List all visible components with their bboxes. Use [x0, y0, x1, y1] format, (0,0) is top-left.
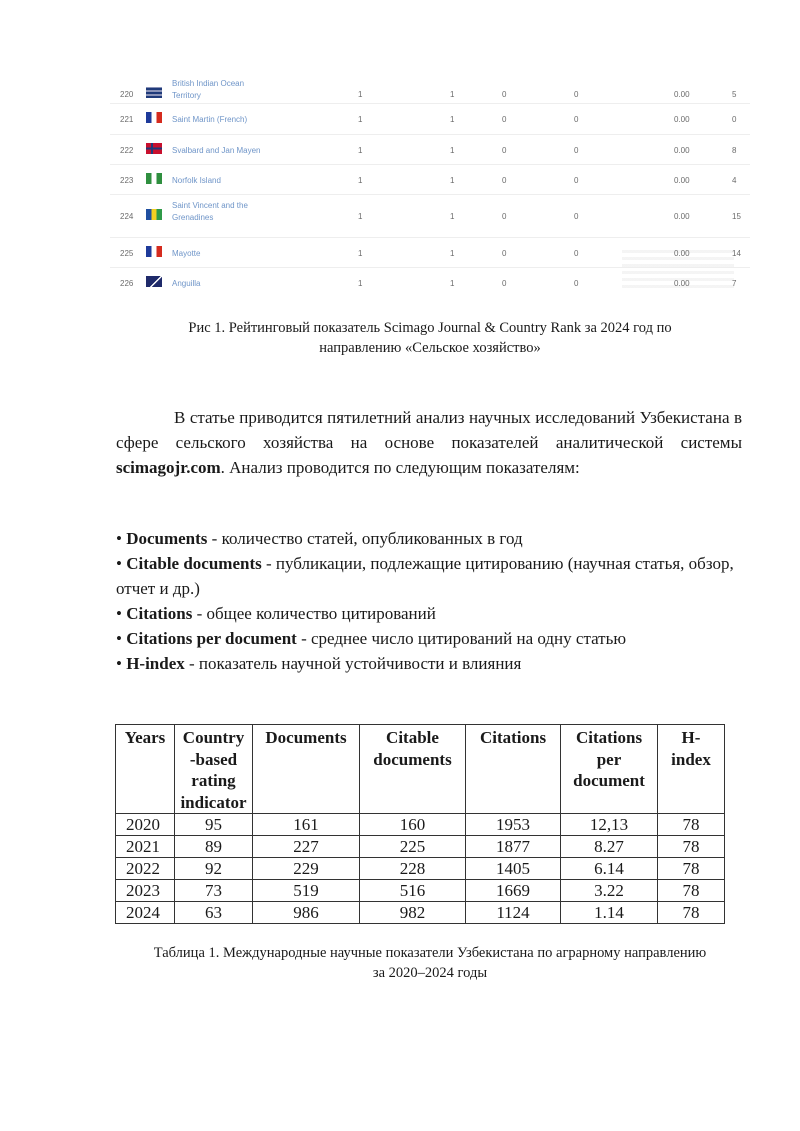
list-item: • H-index - показатель научной устойчивости и влияния: [116, 654, 522, 673]
country-link[interactable]: Saint Martin (French): [172, 115, 248, 124]
header-hindex: H- index: [658, 725, 725, 814]
header-citable: Citable documents: [360, 725, 466, 814]
header-rating: Country -based rating indicator: [175, 725, 253, 814]
figure-caption: [100, 318, 760, 358]
figure-caption-line1: Рис 1. Рейтинговый показатель Scimago Journal & Country Rank за 2024 год по: [188, 320, 672, 336]
ranking-cell: 0.00: [674, 146, 690, 155]
bullet-term: Citations per document: [126, 629, 297, 648]
table-cell: 89: [175, 836, 253, 858]
table-cell: 2023: [116, 880, 175, 902]
list-item: • Citable documents - публикации, подлежащие цитированию (научная статья, обзор, отчет и др.): [116, 554, 734, 598]
row-divider: [110, 237, 750, 238]
bullet-desc: - количество статей, опубликованных в год: [207, 529, 523, 548]
rank-number: 220: [120, 90, 134, 99]
table-cell: 3.22: [561, 880, 658, 902]
intro-before: В статье приводится пятилетний анализ научных исследований Узбекистана в сфере сельского хозяйства на основе показателей аналитической системы: [116, 408, 742, 452]
ranking-cell: 1: [358, 146, 363, 155]
table-cell: 63: [175, 902, 253, 924]
ranking-row: [110, 78, 750, 98]
table-cell: 982: [360, 902, 466, 924]
ranking-cell: 4: [732, 176, 737, 185]
ranking-cell: 0.00: [674, 212, 690, 221]
table-cell: 78: [658, 880, 725, 902]
ranking-row: [110, 140, 750, 160]
table-cell: 12,13: [561, 814, 658, 836]
table-caption: [100, 943, 760, 983]
ranking-cell: 1: [358, 176, 363, 185]
ranking-cell: 0: [732, 115, 737, 124]
table-cell: 519: [253, 880, 360, 902]
header-citations: Citations: [466, 725, 561, 814]
table-cell: 1669: [466, 880, 561, 902]
ranking-cell: 0: [574, 212, 579, 221]
flag-icon: [146, 209, 162, 220]
flag-icon: [146, 173, 162, 184]
intro-paragraph: [116, 405, 742, 480]
flag-icon: [146, 143, 162, 154]
country-link[interactable]: British Indian Ocean Territory: [172, 79, 245, 100]
table-cell: 73: [175, 880, 253, 902]
ranking-cell: 0: [574, 249, 579, 258]
ranking-cell: 0.00: [674, 249, 690, 258]
table-cell: 1877: [466, 836, 561, 858]
ranking-cell: 1: [450, 146, 455, 155]
ranking-cell: 1: [450, 115, 455, 124]
bullet-term: H-index: [126, 654, 185, 673]
header-cpd: Citations per document: [561, 725, 658, 814]
header-years: Years: [116, 725, 175, 814]
table-cell: 229: [253, 858, 360, 880]
table-cell: 2024: [116, 902, 175, 924]
bullet-desc: - публикации, подлежащие цитированию (научная статья, обзор, отчет и др.): [116, 554, 734, 598]
ranking-cell: 1: [450, 212, 455, 221]
table-cell: 8.27: [561, 836, 658, 858]
flag-icon: [146, 87, 162, 98]
ranking-cell: 1: [358, 249, 363, 258]
ranking-cell: 0.00: [674, 90, 690, 99]
table-row: [116, 880, 725, 902]
bullet-desc: - общее количество цитирований: [192, 604, 436, 623]
ranking-cell: 1: [450, 176, 455, 185]
ranking-row: [110, 243, 750, 263]
rank-number: 225: [120, 249, 134, 258]
ranking-cell: 1: [450, 249, 455, 258]
ranking-row: [110, 109, 750, 129]
ranking-cell: 0: [502, 90, 507, 99]
table-row: [116, 858, 725, 880]
flag-icon: [146, 112, 162, 123]
rank-number: 222: [120, 146, 134, 155]
rank-number: 226: [120, 279, 134, 288]
table-cell: 1405: [466, 858, 561, 880]
row-divider: [110, 103, 750, 104]
table-cell: 160: [360, 814, 466, 836]
ranking-cell: 1: [358, 90, 363, 99]
ranking-cell: 0: [502, 115, 507, 124]
ranking-cell: 15: [732, 212, 741, 221]
table-cell: 1124: [466, 902, 561, 924]
country-link[interactable]: Anguilla: [172, 279, 201, 288]
bullet-term: Documents: [126, 529, 208, 548]
ranking-cell: 1: [358, 279, 363, 288]
indicator-list: [116, 526, 742, 676]
row-divider: [110, 194, 750, 195]
ranking-cell: 14: [732, 249, 741, 258]
bullet-term: Citations: [126, 604, 193, 623]
table-cell: 6.14: [561, 858, 658, 880]
table-cell: 78: [658, 814, 725, 836]
rank-number: 223: [120, 176, 134, 185]
table-cell: 2022: [116, 858, 175, 880]
ranking-cell: 0.00: [674, 279, 690, 288]
table-cell: 2020: [116, 814, 175, 836]
ranking-cell: 1: [450, 90, 455, 99]
flag-icon: [146, 246, 162, 257]
table-cell: 1.14: [561, 902, 658, 924]
table-cell: 227: [253, 836, 360, 858]
ranking-cell: 0: [502, 176, 507, 185]
flag-icon: [146, 276, 162, 287]
bullet-term: Citable documents: [126, 554, 262, 573]
table-row: [116, 814, 725, 836]
ranking-cell: 0: [502, 146, 507, 155]
indicators-table: [115, 724, 725, 924]
list-item: • Citations per document - среднее число цитирований на одну статью: [116, 629, 627, 648]
table-cell: 225: [360, 836, 466, 858]
ranking-cell: 5: [732, 90, 737, 99]
row-divider: [110, 164, 750, 165]
ranking-cell: 1: [358, 115, 363, 124]
ranking-cell: 1: [358, 212, 363, 221]
intro-after: . Анализ проводится по следующим показателям:: [220, 458, 580, 477]
table-cell: 161: [253, 814, 360, 836]
rank-number: 224: [120, 212, 134, 221]
ranking-cell: 7: [732, 279, 737, 288]
ranking-screenshot: [110, 78, 750, 300]
table-cell: 92: [175, 858, 253, 880]
list-item: • Citations - общее количество цитирований: [116, 604, 436, 623]
ranking-row: [110, 200, 750, 220]
table-cell: 95: [175, 814, 253, 836]
country-link[interactable]: Svalbard and Jan Mayen: [172, 146, 261, 155]
ranking-cell: 0: [574, 146, 579, 155]
ranking-cell: 0: [574, 176, 579, 185]
table-row: [116, 836, 725, 858]
bullet-desc: - показатель научной устойчивости и влияния: [184, 654, 522, 673]
country-link[interactable]: Norfolk Island: [172, 176, 221, 185]
table-header-row: [116, 725, 725, 814]
bullet-desc: - среднее число цитирований на одну статью: [296, 629, 627, 648]
table-caption-line1: Таблица 1. Международные научные показатели Узбекистана по аграрному направлению: [153, 945, 707, 961]
table-cell: 2021: [116, 836, 175, 858]
table-cell: 78: [658, 858, 725, 880]
intro-site: scimagojr.com: [116, 458, 221, 477]
rank-number: 221: [120, 115, 134, 124]
ranking-cell: 0: [574, 115, 579, 124]
ranking-cell: 0: [574, 90, 579, 99]
ranking-row: [110, 273, 750, 293]
figure-caption-line2: направлению «Сельское хозяйство»: [319, 340, 541, 356]
table-cell: 228: [360, 858, 466, 880]
ranking-cell: 0.00: [674, 115, 690, 124]
ranking-cell: 0: [502, 249, 507, 258]
table-caption-line2: за 2020–2024 годы: [372, 965, 488, 981]
ranking-cell: 0.00: [674, 176, 690, 185]
country-link[interactable]: Saint Vincent and the Grenadines: [172, 201, 248, 222]
ranking-cell: 0: [502, 212, 507, 221]
table-cell: 986: [253, 902, 360, 924]
table-cell: 516: [360, 880, 466, 902]
ranking-cell: 0: [502, 279, 507, 288]
table-cell: 78: [658, 836, 725, 858]
header-documents: Documents: [253, 725, 360, 814]
list-item: • Documents - количество статей, опубликованных в год: [116, 529, 523, 548]
country-link[interactable]: Mayotte: [172, 249, 201, 258]
ranking-row: [110, 170, 750, 190]
ranking-cell: 1: [450, 279, 455, 288]
row-divider: [110, 267, 750, 268]
table-cell: 78: [658, 902, 725, 924]
table-row: [116, 902, 725, 924]
row-divider: [110, 134, 750, 135]
ranking-cell: 8: [732, 146, 737, 155]
ranking-cell: 0: [574, 279, 579, 288]
table-cell: 1953: [466, 814, 561, 836]
